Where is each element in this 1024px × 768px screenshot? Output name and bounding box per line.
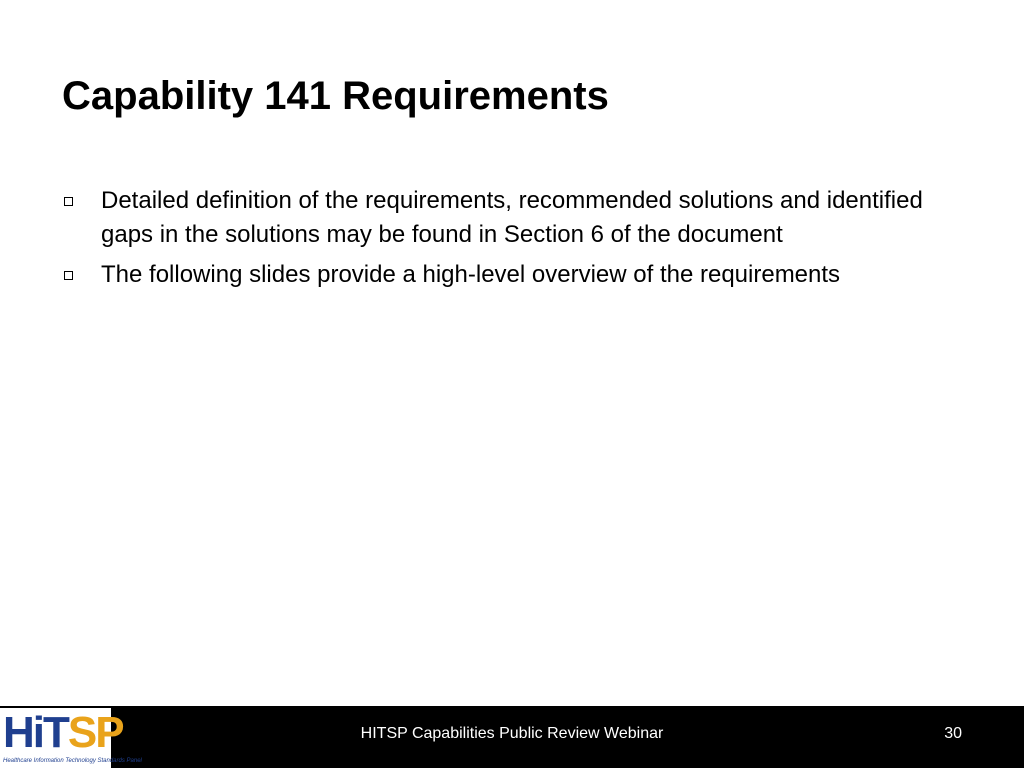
logo-word-accent: SP (67, 708, 123, 757)
bullet-item (64, 258, 964, 292)
square-bullet-icon (64, 197, 73, 206)
logo-word-main: HiT (3, 708, 68, 757)
square-bullet-icon (64, 271, 73, 280)
logo-tagline: Healthcare Information Technology Standards Panel (3, 758, 142, 764)
bullet-list (64, 184, 964, 298)
bullet-text: Detailed definition of the requirements, recommended solutions and identified gaps in the solutions may be found in Section 6 of the document (101, 187, 923, 248)
page-number: 30 (944, 725, 962, 742)
slide-title: Capability 141 Requirements (62, 74, 609, 118)
footer-bar (0, 706, 1024, 768)
footer-title: HITSP Capabilities Public Review Webinar (360, 725, 664, 742)
bullet-item (64, 184, 964, 252)
bullet-text: The following slides provide a high-level overview of the requirements (101, 261, 841, 288)
